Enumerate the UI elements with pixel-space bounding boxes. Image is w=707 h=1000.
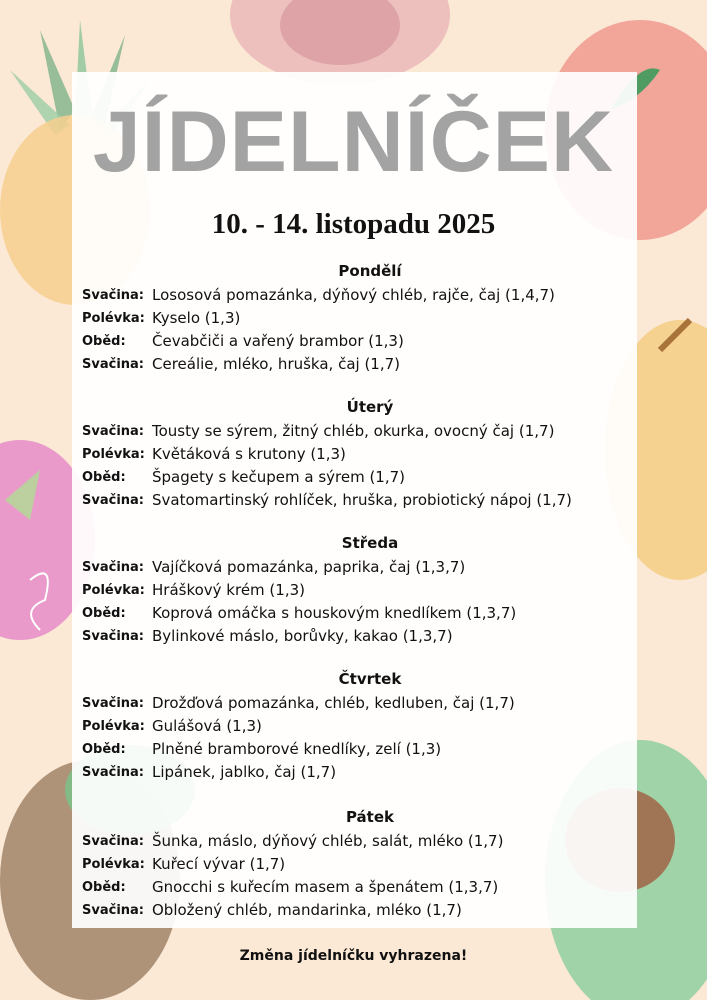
meal-row bbox=[82, 353, 642, 376]
meal-label: Svačina: bbox=[82, 834, 144, 849]
meal-row bbox=[82, 307, 642, 330]
meal-row bbox=[82, 489, 642, 512]
meal-label: Oběd: bbox=[82, 334, 126, 349]
day-name: Pondělí bbox=[338, 262, 402, 280]
meal-label: Svačina: bbox=[82, 424, 144, 439]
week-dates: 10. - 14. listopadu 2025 bbox=[211, 208, 496, 240]
meal-row bbox=[82, 625, 642, 648]
page-title: JÍDELNÍČEK bbox=[92, 94, 615, 190]
day-section bbox=[82, 532, 642, 648]
meal-text: Čevabčiči a vařený brambor (1,3) bbox=[152, 332, 404, 350]
meal-row bbox=[82, 466, 642, 489]
meal-label: Polévka: bbox=[82, 311, 145, 326]
meal-text: Gnocchi s kuřecím masem a špenátem (1,3,7) bbox=[152, 878, 499, 896]
meal-row bbox=[82, 579, 642, 602]
meal-row bbox=[82, 715, 642, 738]
meal-row bbox=[82, 443, 642, 466]
meal-label: Polévka: bbox=[82, 719, 145, 734]
meal-row bbox=[82, 876, 642, 899]
meal-label: Svačina: bbox=[82, 560, 144, 575]
day-name: Středa bbox=[341, 534, 399, 552]
meal-row bbox=[82, 761, 642, 784]
meal-text: Tousty se sýrem, žitný chléb, okurka, ovocný čaj (1,7) bbox=[152, 422, 555, 440]
menu-disclaimer: Změna jídelníčku vyhrazena! bbox=[239, 948, 468, 964]
meal-row bbox=[82, 284, 642, 307]
meal-row bbox=[82, 830, 642, 853]
meal-row bbox=[82, 738, 642, 761]
meal-text: Hráškový krém (1,3) bbox=[152, 581, 305, 599]
meal-text: Vajíčková pomazánka, paprika, čaj (1,3,7) bbox=[152, 558, 466, 576]
meal-text: Kuřecí vývar (1,7) bbox=[152, 855, 286, 873]
meal-text: Plněné bramborové knedlíky, zelí (1,3) bbox=[152, 740, 442, 758]
meal-label: Oběd: bbox=[82, 470, 126, 485]
meal-row bbox=[82, 420, 642, 443]
meal-row bbox=[82, 692, 642, 715]
meal-text: Koprová omáčka s houskovým knedlíkem (1,3,7) bbox=[152, 604, 517, 622]
meal-text: Lipánek, jablko, čaj (1,7) bbox=[152, 763, 337, 781]
day-name: Čtvrtek bbox=[338, 670, 402, 688]
meal-label: Oběd: bbox=[82, 606, 126, 621]
meal-label: Oběd: bbox=[82, 742, 126, 757]
meal-text: Kyselo (1,3) bbox=[152, 309, 241, 327]
meal-text: Špagety s kečupem a sýrem (1,7) bbox=[152, 468, 406, 486]
day-section bbox=[82, 396, 642, 512]
meal-text: Bylinkové máslo, borůvky, kakao (1,3,7) bbox=[152, 627, 453, 645]
meal-row bbox=[82, 899, 642, 922]
day-section bbox=[82, 806, 642, 922]
meal-label: Svačina: bbox=[82, 696, 144, 711]
day-name: Pátek bbox=[345, 808, 395, 826]
meal-label: Svačina: bbox=[82, 629, 144, 644]
meal-text: Obložený chléb, mandarinka, mléko (1,7) bbox=[152, 901, 462, 919]
meal-text: Drožďová pomazánka, chléb, kedluben, čaj (1,7) bbox=[152, 694, 515, 712]
meal-label: Polévka: bbox=[82, 447, 145, 462]
meal-row bbox=[82, 602, 642, 625]
meal-text: Šunka, máslo, dýňový chléb, salát, mléko (1,7) bbox=[152, 832, 504, 850]
meal-text: Svatomartinský rohlíček, hruška, probiotický nápoj (1,7) bbox=[152, 491, 572, 509]
meal-row bbox=[82, 556, 642, 579]
meal-text: Květáková s krutony (1,3) bbox=[152, 445, 346, 463]
meal-row bbox=[82, 853, 642, 876]
day-section bbox=[82, 668, 642, 784]
meal-label: Polévka: bbox=[82, 583, 145, 598]
meal-text: Lososová pomazánka, dýňový chléb, rajče, čaj (1,4,7) bbox=[152, 286, 555, 304]
meal-label: Svačina: bbox=[82, 288, 144, 303]
meal-label: Svačina: bbox=[82, 357, 144, 372]
meal-label: Oběd: bbox=[82, 880, 126, 895]
meal-text: Gulášová (1,3) bbox=[152, 717, 262, 735]
meal-label: Svačina: bbox=[82, 493, 144, 508]
day-section bbox=[82, 260, 642, 376]
day-name: Úterý bbox=[346, 398, 394, 416]
meal-label: Svačina: bbox=[82, 765, 144, 780]
meal-label: Polévka: bbox=[82, 857, 145, 872]
meal-row bbox=[82, 330, 642, 353]
meal-label: Svačina: bbox=[82, 903, 144, 918]
meal-text: Cereálie, mléko, hruška, čaj (1,7) bbox=[152, 355, 401, 373]
